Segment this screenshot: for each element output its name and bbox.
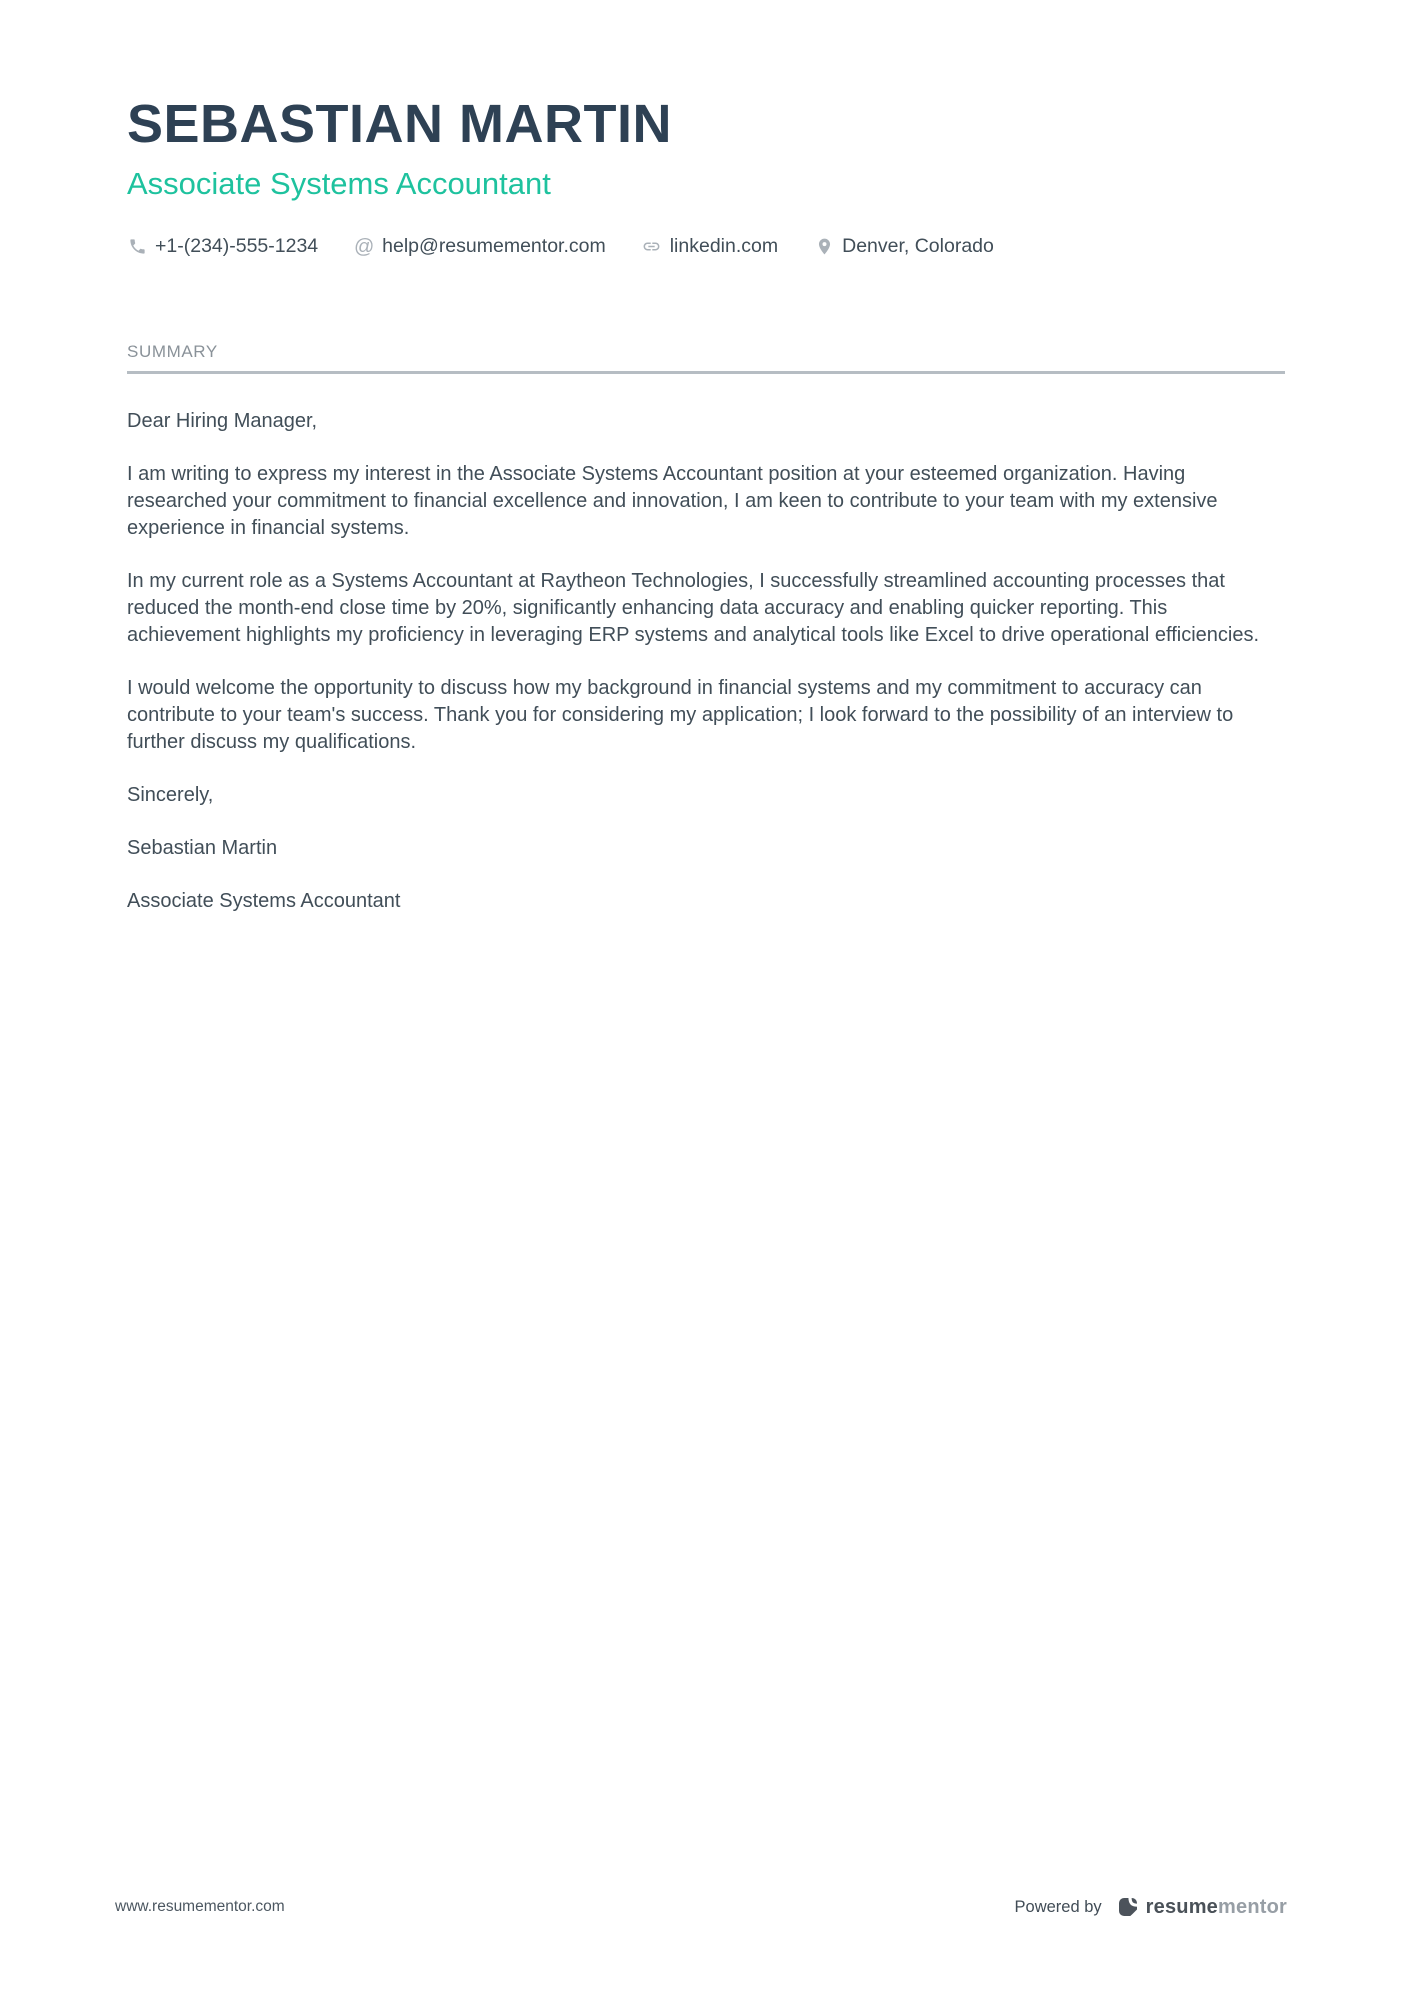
cover-letter-page bbox=[0, 0, 1410, 915]
resumementor-logo-icon bbox=[1116, 1895, 1140, 1919]
letter-closing: Sincerely, bbox=[127, 784, 214, 807]
job-title: Associate Systems Accountant bbox=[127, 166, 551, 202]
letter-paragraph: I am writing to express my interest in the Associate Systems Accountant position at your esteemed organization. Having researched your commitment to financial excellence and innovation, I am keen to contribute to your team with my extensive experience in financial systems. bbox=[127, 463, 1218, 540]
letter-signature-name: Sebastian Martin bbox=[127, 837, 278, 860]
summary-section bbox=[127, 342, 1285, 374]
contact-phone-text: +1-(234)-555-1234 bbox=[155, 235, 319, 258]
contact-email-text[interactable]: help@resumementor.com bbox=[382, 235, 606, 258]
page-footer bbox=[115, 1895, 1287, 1919]
powered-by-label: Powered by bbox=[1014, 1897, 1102, 1916]
resumementor-brand[interactable] bbox=[1116, 1895, 1287, 1919]
contact-linkedin-text[interactable]: linkedin.com bbox=[669, 235, 779, 258]
summary-section-label: SUMMARY bbox=[127, 342, 218, 362]
phone-icon bbox=[127, 237, 147, 257]
page-title: SEBASTIAN MARTIN bbox=[127, 94, 672, 154]
contact-phone bbox=[127, 235, 318, 258]
footer-site-link[interactable]: www.resumementor.com bbox=[115, 1898, 285, 1915]
section-divider bbox=[127, 371, 1285, 374]
brand-text-mentor: mentor bbox=[1218, 1895, 1287, 1918]
letter-paragraph: I would welcome the opportunity to discuss how my background in financial systems and my commitment to accuracy can contribute to your team's success. Thank you for considering my application; I look forward to the possibility of an interview to further discuss my qualifications. bbox=[127, 677, 1234, 754]
location-pin-icon bbox=[814, 237, 834, 257]
powered-by-block bbox=[1015, 1895, 1287, 1919]
contact-linkedin[interactable] bbox=[642, 235, 778, 258]
contact-location bbox=[814, 235, 994, 258]
at-icon: @ bbox=[354, 235, 375, 258]
letter-greeting: Dear Hiring Manager, bbox=[127, 410, 318, 433]
letter-paragraph: In my current role as a Systems Accountant at Raytheon Technologies, I successfully streamlined accounting processes that reduced the month-end close time by 20%, significantly enhancing data accuracy and enabling quicker reporting. This achievement highlights my proficiency in leveraging ERP systems and analytical tools like Excel to drive operational efficiencies. bbox=[127, 570, 1260, 647]
letter-signature-title: Associate Systems Accountant bbox=[127, 890, 401, 913]
contact-email[interactable] bbox=[354, 235, 606, 258]
link-icon bbox=[642, 237, 662, 257]
letter-body bbox=[127, 408, 1285, 915]
contact-location-text: Denver, Colorado bbox=[842, 235, 994, 258]
brand-text-resume: resume bbox=[1145, 1895, 1219, 1918]
contact-row bbox=[127, 235, 1285, 258]
